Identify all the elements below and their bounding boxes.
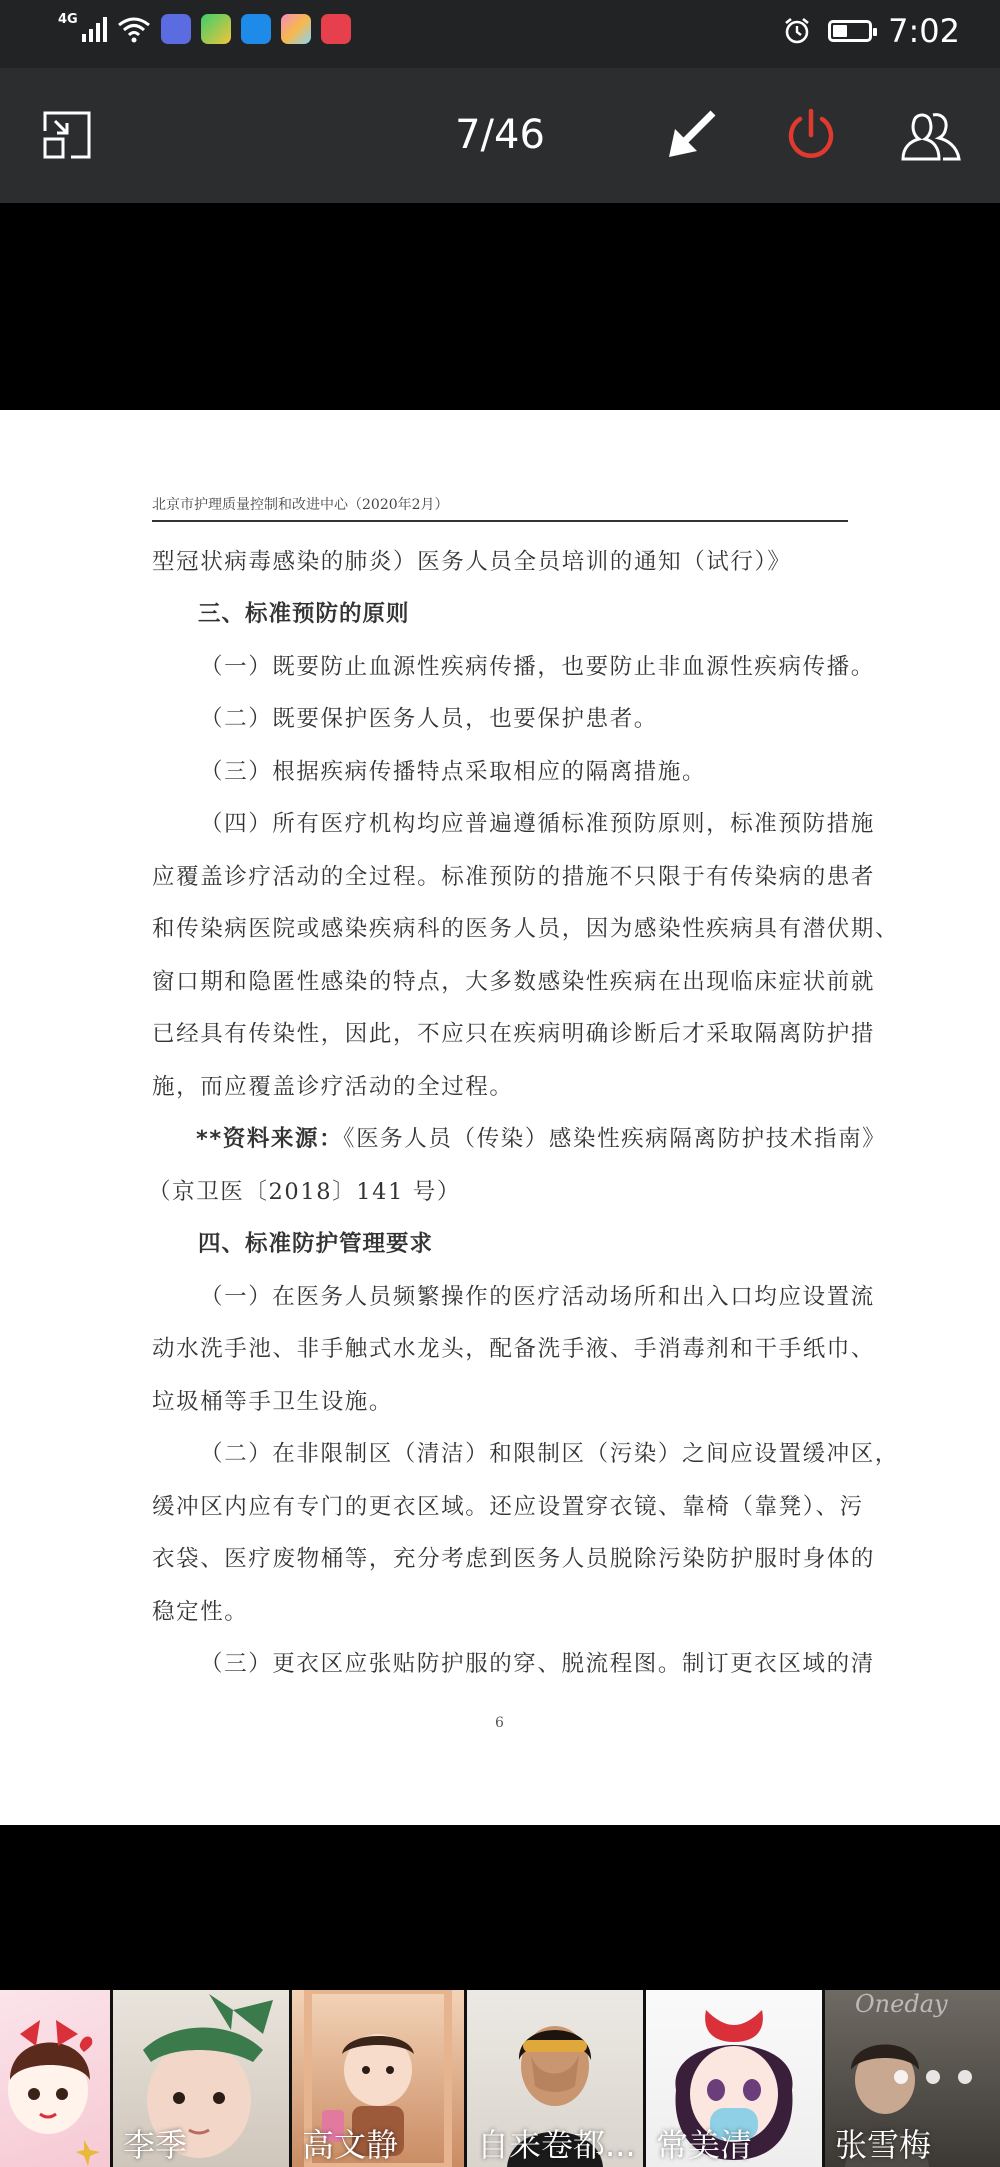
participant-name: 张雪梅 (835, 2126, 932, 2164)
section-heading: 四、标准防护管理要求 (198, 1231, 434, 1257)
network-type: 4G (58, 11, 78, 27)
document-page[interactable] (0, 410, 1000, 1825)
status-bar (0, 0, 1000, 68)
reader-app-icon (321, 14, 351, 44)
doc-line: （京卫医〔2018〕141 号） (148, 1179, 461, 1205)
source-title: 《医务人员（传染）感染性疾病隔离防护技术指南》 (343, 1126, 887, 1152)
bottom-letterbox (0, 1825, 1000, 1990)
doc-line: （二）既要保护医务人员，也要保护患者。 (200, 706, 658, 732)
page-counter: 7/46 (455, 112, 545, 158)
doc-line: 稳定性。 (152, 1599, 249, 1625)
section-heading: 三、标准预防的原则 (198, 601, 410, 627)
doc-line: 已经具有传染性，因此，不应只在疾病明确诊断后才采取隔离防护措 (152, 1021, 876, 1047)
doc-line: 窗口期和隐匿性感染的特点，大多数感染性疾病在出现临床症状前就 (152, 969, 876, 995)
doc-line: （二）在非限制区（清洁）和限制区（污染）之间应设置缓冲区， (200, 1441, 899, 1467)
doc-line: 动水洗手池、非手触式水龙头，配备洗手液、手消毒剂和干手纸巾、 (152, 1336, 876, 1362)
doc-line: （三）根据疾病传播特点采取相应的隔离措施。 (200, 759, 707, 785)
page-number: 6 (495, 1715, 504, 1731)
doc-line: （三）更衣区应张贴防护服的穿、脱流程图。制订更衣区域的清 (200, 1651, 875, 1677)
doc-line: （一）在医务人员频繁操作的医疗活动场所和出入口均应设置流 (200, 1284, 875, 1310)
photos-app-icon (281, 14, 311, 44)
participant-tile[interactable] (292, 1990, 464, 2167)
participant-name: 李季 (123, 2126, 188, 2164)
participant-name: 高文静 (302, 2126, 399, 2164)
participant-tile[interactable] (467, 1990, 643, 2167)
tile-overlay-text: Oneday (855, 1990, 948, 2018)
more-options-icon[interactable] (894, 2070, 972, 2084)
doc-line: 缓冲区内应有专门的更衣区域。还应设置穿衣镜、靠椅（靠凳）、污 (152, 1494, 864, 1520)
participant-name: 常美清 (656, 2126, 753, 2164)
power-icon (783, 107, 839, 163)
doc-line: 型冠状病毒感染的肺炎）医务人员全员培训的通知（试行）》 (152, 549, 792, 575)
alarm-icon (782, 16, 812, 46)
exit-fullscreen-icon (41, 109, 93, 161)
source-citation (196, 1121, 896, 1153)
participant-name (0, 2123, 110, 2167)
exit-fullscreen-button[interactable] (30, 98, 104, 172)
doc-line: 和传染病医院或感染疾病科的医务人员，因为感染性疾病具有潜伏期、 (152, 916, 900, 942)
doc-line: 应覆盖诊疗活动的全过程。标准预防的措施不只限于有传染病的患者 (152, 864, 876, 890)
doc-line: （四）所有医疗机构均应普遍遵循标准预防原则，标准预防措施 (200, 811, 875, 837)
signal-icon (82, 16, 107, 42)
doc-line: 施，而应覆盖诊疗活动的全过程。 (152, 1074, 514, 1100)
status-right (782, 12, 960, 50)
participants-strip[interactable] (0, 1990, 1000, 2167)
doc-line: 垃圾桶等手卫生设施。 (152, 1389, 394, 1415)
annotate-button[interactable] (654, 98, 728, 172)
annotate-arrow-icon (663, 107, 719, 163)
doc-line: 衣袋、医疗废物桶等，充分考虑到医务人员脱除污染防护服时身体的 (152, 1546, 876, 1572)
source-label: **资料来源： (196, 1126, 344, 1152)
participants-icon (897, 107, 965, 163)
video-app-icon (201, 14, 231, 44)
doc-line: （一）既要防止血源性疾病传播，也要防止非血源性疾病传播。 (200, 654, 875, 680)
music-app-icon (161, 14, 191, 44)
end-meeting-button[interactable] (774, 98, 848, 172)
document-header: 北京市护理质量控制和改进中心（2020年2月） (152, 494, 848, 522)
status-left (58, 11, 351, 44)
clock: 7:02 (888, 12, 960, 50)
wifi-icon (117, 15, 151, 43)
browser-app-icon (241, 14, 271, 44)
top-letterbox (0, 203, 1000, 410)
participant-name: 自来卷都... (477, 2126, 636, 2164)
viewer-toolbar (0, 68, 1000, 203)
participants-button[interactable] (894, 98, 968, 172)
participant-tile[interactable] (113, 1990, 289, 2167)
participant-tile[interactable] (646, 1990, 822, 2167)
battery-icon (828, 20, 872, 42)
participant-tile[interactable] (0, 1990, 110, 2167)
participant-tile[interactable] (825, 1990, 1000, 2167)
